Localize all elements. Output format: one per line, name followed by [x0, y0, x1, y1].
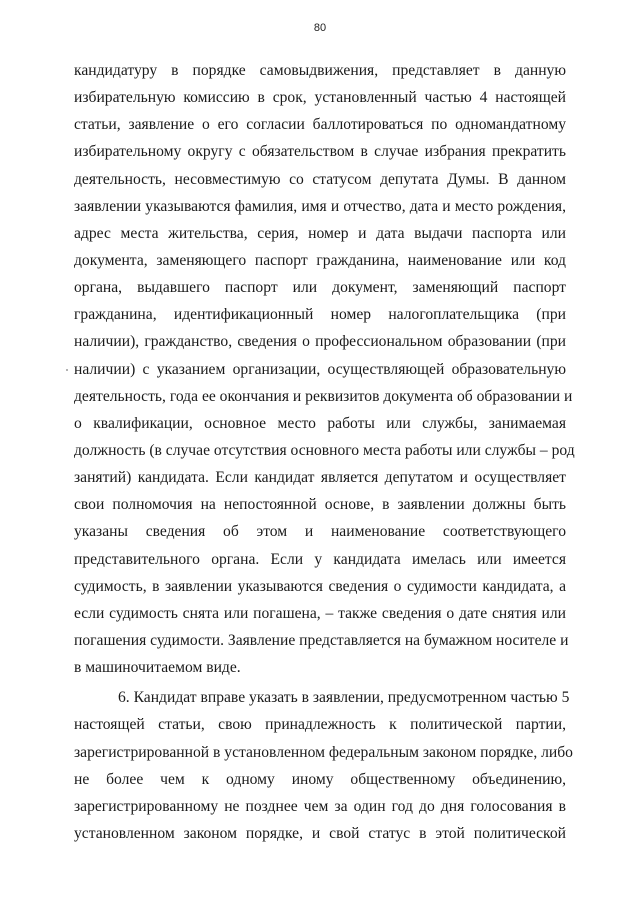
text-line: если судимость снята или погашена, – также сведения о дате снятия или	[74, 604, 566, 622]
text-line: документа, заменяющего паспорт гражданина, наименование или код	[74, 251, 566, 269]
paragraph-2	[74, 684, 573, 847]
text-line: представительного органа. Если у кандидата имелась или имеется	[74, 550, 566, 568]
text-line: о квалификации, основное место работы или службы, занимаемая	[74, 414, 566, 432]
text-line: судимость, в заявлении указываются сведения о судимости кандидата, а	[74, 577, 566, 595]
text-line: не более чем к одному иному общественному объединению,	[74, 770, 566, 788]
text-line: кандидатуру в порядке самовыдвижения, представляет в данную	[74, 62, 566, 79]
paragraph-1	[74, 57, 575, 681]
text-line: избирательную комиссию в срок, установленный частью 4 настоящей	[74, 89, 566, 107]
document-body	[74, 57, 575, 847]
text-line: настоящей статьи, свою принадлежность к политической партии,	[74, 716, 566, 734]
text-line: в машиночитаемом виде.	[74, 659, 241, 677]
text-line: деятельность, несовместимую со статусом депутата Думы. В данном	[74, 170, 566, 188]
page-number: 80	[313, 22, 327, 34]
scan-speck	[66, 369, 68, 371]
text-line: зарегистрированному не позднее чем за один год до дня голосования в	[74, 797, 566, 815]
text-line: органа, выдавшего паспорт или документ, заменяющий паспорт	[74, 279, 566, 297]
text-line: деятельность, года ее окончания и реквизитов документа об образовании и	[74, 387, 573, 405]
text-line: заявлении указываются фамилия, имя и отчество, дата и место рождения,	[74, 197, 566, 215]
text-line: статьи, заявление о его согласии баллотироваться по одномандатному	[74, 116, 566, 134]
text-line: свои полномочия на непостоянной основе, в заявлении должны быть	[74, 496, 566, 514]
text-line: погашения судимости. Заявление представляется на бумажном носителе и	[74, 631, 569, 649]
text-line: зарегистрированной в установленном федеральным законом порядке, либо	[74, 743, 573, 761]
text-line: гражданина, идентификационный номер налогоплательщика (при	[74, 306, 566, 324]
text-line: 6. Кандидат вправе указать в заявлении, предусмотренном частью 5	[118, 689, 570, 707]
text-line: избирательному округу с обязательством в случае избрания прекратить	[74, 143, 566, 161]
text-line: занятий) кандидата. Если кандидат является депутатом и осуществляет	[74, 469, 566, 487]
text-line: установленном законом порядке, и свой статус в этой политической	[74, 824, 566, 842]
text-line: адрес места жительства, серия, номер и дата выдачи паспорта или	[74, 224, 566, 242]
text-line: наличии) с указанием организации, осуществляющей образовательную	[74, 360, 566, 378]
text-line: указаны сведения об этом и наименование соответствующего	[74, 523, 566, 541]
text-line: наличии), гражданство, сведения о профессиональном образовании (при	[74, 333, 566, 351]
text-line: должность (в случае отсутствия основного места работы или службы – род	[74, 441, 575, 459]
